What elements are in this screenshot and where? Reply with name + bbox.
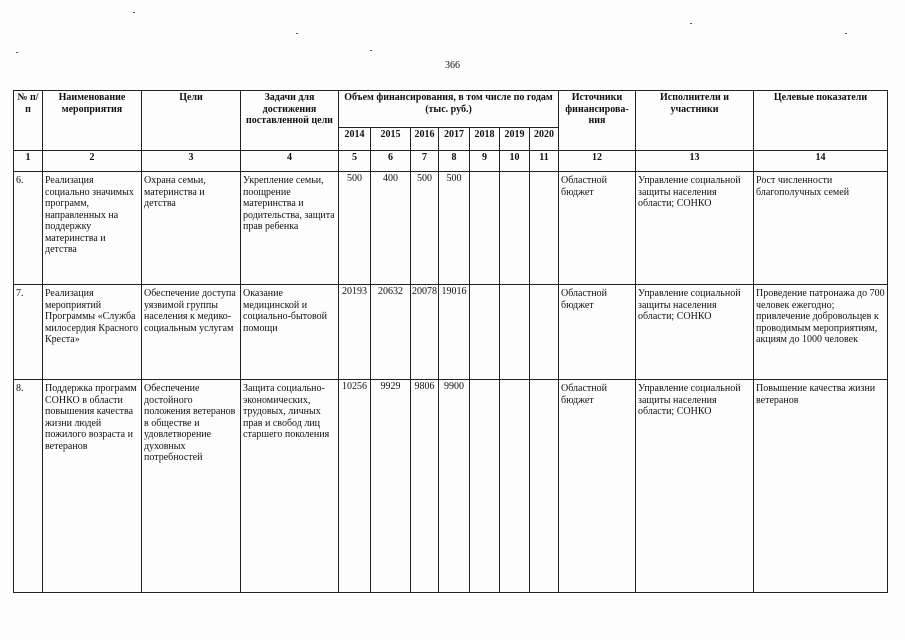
header-row xyxy=(14,91,888,128)
scan-speck xyxy=(370,50,372,51)
column-number: 10 xyxy=(500,151,530,172)
scan-speck xyxy=(296,33,298,34)
funding-value: 400 xyxy=(371,172,411,285)
scan-speck xyxy=(845,33,847,34)
funding-value xyxy=(500,380,530,593)
funding-value: 20632 xyxy=(371,285,411,380)
funding-value xyxy=(530,380,559,593)
column-number-row xyxy=(14,151,888,172)
funding-value xyxy=(530,285,559,380)
header-sources: Источники финансирова-ния xyxy=(559,91,636,151)
target-indicator: Проведение патронажа до 700 человек ежегодно; привлечение добровольцев к проводимым мероприятиям, акциям до 1000 человек xyxy=(754,285,888,380)
funding-value: 10256 xyxy=(339,380,371,593)
executor: Управление социальной защиты населения области; СОНКО xyxy=(636,172,754,285)
target-indicator: Рост численности благополучных семей xyxy=(754,172,888,285)
funding-value: 500 xyxy=(339,172,371,285)
header-goals: Цели xyxy=(142,91,241,151)
program-table xyxy=(13,90,888,593)
funding-value: 9900 xyxy=(439,380,470,593)
funding-source: Областной бюджет xyxy=(559,172,636,285)
column-number: 9 xyxy=(470,151,500,172)
header-tasks: Задачи для достижения поставленной цели xyxy=(241,91,339,151)
funding-value xyxy=(500,285,530,380)
funding-value xyxy=(470,380,500,593)
measure-name: Реализация мероприятий Программы «Служба милосердия Красного Креста» xyxy=(43,285,142,380)
target-indicator: Повышение качества жизни ветеранов xyxy=(754,380,888,593)
table-row xyxy=(14,172,888,285)
funding-value: 500 xyxy=(439,172,470,285)
row-number: 8. xyxy=(14,380,43,593)
measure-goal: Обеспечение достойного положения ветеранов в обществе и удовлетворение духовных потребностей xyxy=(142,380,241,593)
column-number: 14 xyxy=(754,151,888,172)
header-indicators: Целевые показатели xyxy=(754,91,888,151)
header-executors: Исполнители и участники xyxy=(636,91,754,151)
funding-value: 20193 xyxy=(339,285,371,380)
header-funding: Объем финансирования, в том числе по годам (тыс. руб.) xyxy=(339,91,559,128)
header-year: 2017 xyxy=(439,128,470,151)
measure-goal: Охрана семьи, материнства и детства xyxy=(142,172,241,285)
scan-speck xyxy=(690,23,692,24)
funding-source: Областной бюджет xyxy=(559,380,636,593)
table-row xyxy=(14,380,888,593)
column-number: 12 xyxy=(559,151,636,172)
header-year: 2015 xyxy=(371,128,411,151)
column-number: 2 xyxy=(43,151,142,172)
column-number: 8 xyxy=(439,151,470,172)
executor: Управление социальной защиты населения области; СОНКО xyxy=(636,285,754,380)
column-number: 7 xyxy=(411,151,439,172)
measure-name: Поддержка программ СОНКО в области повышения качества жизни людей пожилого возраста и ветеранов xyxy=(43,380,142,593)
header-year: 2019 xyxy=(500,128,530,151)
funding-value: 9929 xyxy=(371,380,411,593)
funding-source: Областной бюджет xyxy=(559,285,636,380)
column-number: 11 xyxy=(530,151,559,172)
funding-value xyxy=(470,172,500,285)
funding-value: 500 xyxy=(411,172,439,285)
funding-value: 9806 xyxy=(411,380,439,593)
row-number: 7. xyxy=(14,285,43,380)
page-number: 366 xyxy=(445,60,460,71)
funding-value xyxy=(500,172,530,285)
funding-value xyxy=(470,285,500,380)
measure-name: Реализация социально значимых программ, направленных на поддержку материнства и детства xyxy=(43,172,142,285)
funding-value: 19016 xyxy=(439,285,470,380)
column-number: 1 xyxy=(14,151,43,172)
measure-goal: Обеспечение доступа уязвимой группы населения к медико-социальным услугам xyxy=(142,285,241,380)
header-year: 2014 xyxy=(339,128,371,151)
column-number: 4 xyxy=(241,151,339,172)
table-row xyxy=(14,285,888,380)
header-year: 2020 xyxy=(530,128,559,151)
funding-value xyxy=(530,172,559,285)
header-year: 2016 xyxy=(411,128,439,151)
measure-task: Защита социально-экономических, трудовых, личных прав и свобод лиц старшего поколения xyxy=(241,380,339,593)
row-number: 6. xyxy=(14,172,43,285)
header-num: № п/п xyxy=(14,91,43,151)
scan-speck xyxy=(133,12,135,13)
column-number: 13 xyxy=(636,151,754,172)
column-number: 3 xyxy=(142,151,241,172)
column-number: 6 xyxy=(371,151,411,172)
executor: Управление социальной защиты населения области; СОНКО xyxy=(636,380,754,593)
header-year: 2018 xyxy=(470,128,500,151)
funding-value: 20078 xyxy=(411,285,439,380)
header-name: Наименование мероприятия xyxy=(43,91,142,151)
scan-speck xyxy=(16,52,18,53)
measure-task: Укрепление семьи, поощрение материнства и родительства, защита прав ребенка xyxy=(241,172,339,285)
measure-task: Оказание медицинской и социально-бытовой помощи xyxy=(241,285,339,380)
column-number: 5 xyxy=(339,151,371,172)
